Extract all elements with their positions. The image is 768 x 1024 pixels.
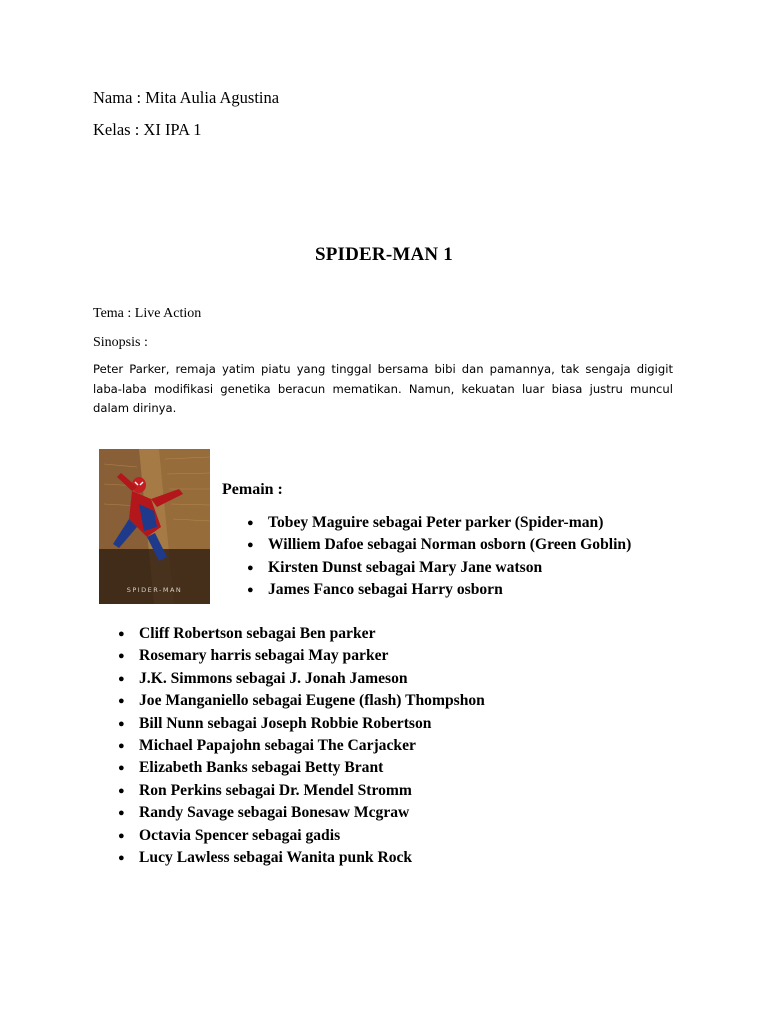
cast-member-text: Bill Nunn sebagai Joseph Robbie Robertson <box>139 714 432 732</box>
list-item <box>118 713 659 735</box>
bullet-icon: ● <box>118 650 125 663</box>
bullet-icon: ● <box>118 762 125 775</box>
theme-line: Tema : Live Action <box>93 306 202 321</box>
list-item <box>247 579 688 601</box>
bullet-icon: ● <box>118 672 125 685</box>
bullet-icon: ● <box>118 807 125 820</box>
bullet-icon: ● <box>247 517 254 529</box>
bullet-icon: ● <box>247 561 254 574</box>
poster-caption: SPIDER-MAN <box>126 586 183 594</box>
movie-poster-image <box>99 449 210 604</box>
cast-member-text: Rosemary harris sebagai May parker <box>139 647 389 665</box>
cast-member-text: Kirsten Dunst sebagai Mary Jane watson <box>268 558 543 576</box>
cast-member-text: Michael Papajohn sebagai The Carjacker <box>139 737 416 755</box>
list-item <box>118 757 659 779</box>
bullet-icon: ● <box>118 628 125 640</box>
list-item <box>118 623 659 645</box>
list-item <box>247 512 688 534</box>
cast-member-text: Ron Perkins sebagai Dr. Mendel Stromm <box>139 781 412 799</box>
synopsis-text: Peter Parker, remaja yatim piatu yang tinggal bersama bibi dan pamannya, tak sengaja digigit laba-laba modifikasi genetika beracun mematikan. Namun, kekuatan luar biasa justru muncul dalam dirinya. <box>93 362 673 416</box>
cast-member-text: Tobey Maguire sebagai Peter parker (Spider-man) <box>268 514 604 531</box>
list-item <box>118 780 659 802</box>
bullet-icon: ● <box>118 740 125 753</box>
list-item <box>118 690 659 712</box>
bullet-icon: ● <box>247 584 254 597</box>
list-item <box>118 847 659 869</box>
cast-member-text: Randy Savage sebagai Bonesaw Mcgraw <box>139 804 410 822</box>
list-item <box>118 645 659 667</box>
bullet-icon: ● <box>118 852 125 865</box>
list-item <box>118 825 659 847</box>
cast-heading: Pemain : <box>222 481 283 498</box>
list-item <box>118 735 659 757</box>
cast-member-text: Elizabeth Banks sebagai Betty Brant <box>139 759 384 777</box>
cast-member-text: Williem Dafoe sebagai Norman osborn (Green Goblin) <box>268 536 632 554</box>
cast-member-text: Lucy Lawless sebagai Wanita punk Rock <box>139 849 413 867</box>
student-class: Kelas : XI IPA 1 <box>93 120 202 139</box>
student-name: Nama : Mita Aulia Agustina <box>93 88 280 107</box>
cast-member-text: Joe Manganiello sebagai Eugene (flash) Thompshon <box>139 692 485 710</box>
cast-member-text: James Fanco sebagai Harry osborn <box>268 581 503 599</box>
list-item <box>118 802 659 824</box>
list-item <box>247 557 688 579</box>
list-item <box>118 668 659 690</box>
synopsis-label: Sinopsis : <box>93 335 148 350</box>
cast-member-text: Octavia Spencer sebagai gadis <box>139 826 341 844</box>
bullet-icon: ● <box>118 784 125 797</box>
cast-list-beside-poster <box>247 512 688 602</box>
page-title: SPIDER-MAN 1 <box>314 244 454 265</box>
cast-member-text: Cliff Robertson sebagai Ben parker <box>139 625 376 642</box>
cast-list-below <box>118 623 659 869</box>
bullet-icon: ● <box>118 829 125 842</box>
bullet-icon: ● <box>118 695 125 708</box>
list-item <box>247 534 688 556</box>
cast-member-text: J.K. Simmons sebagai J. Jonah Jameson <box>139 669 408 687</box>
bullet-icon: ● <box>247 539 254 552</box>
bullet-icon: ● <box>118 717 125 730</box>
